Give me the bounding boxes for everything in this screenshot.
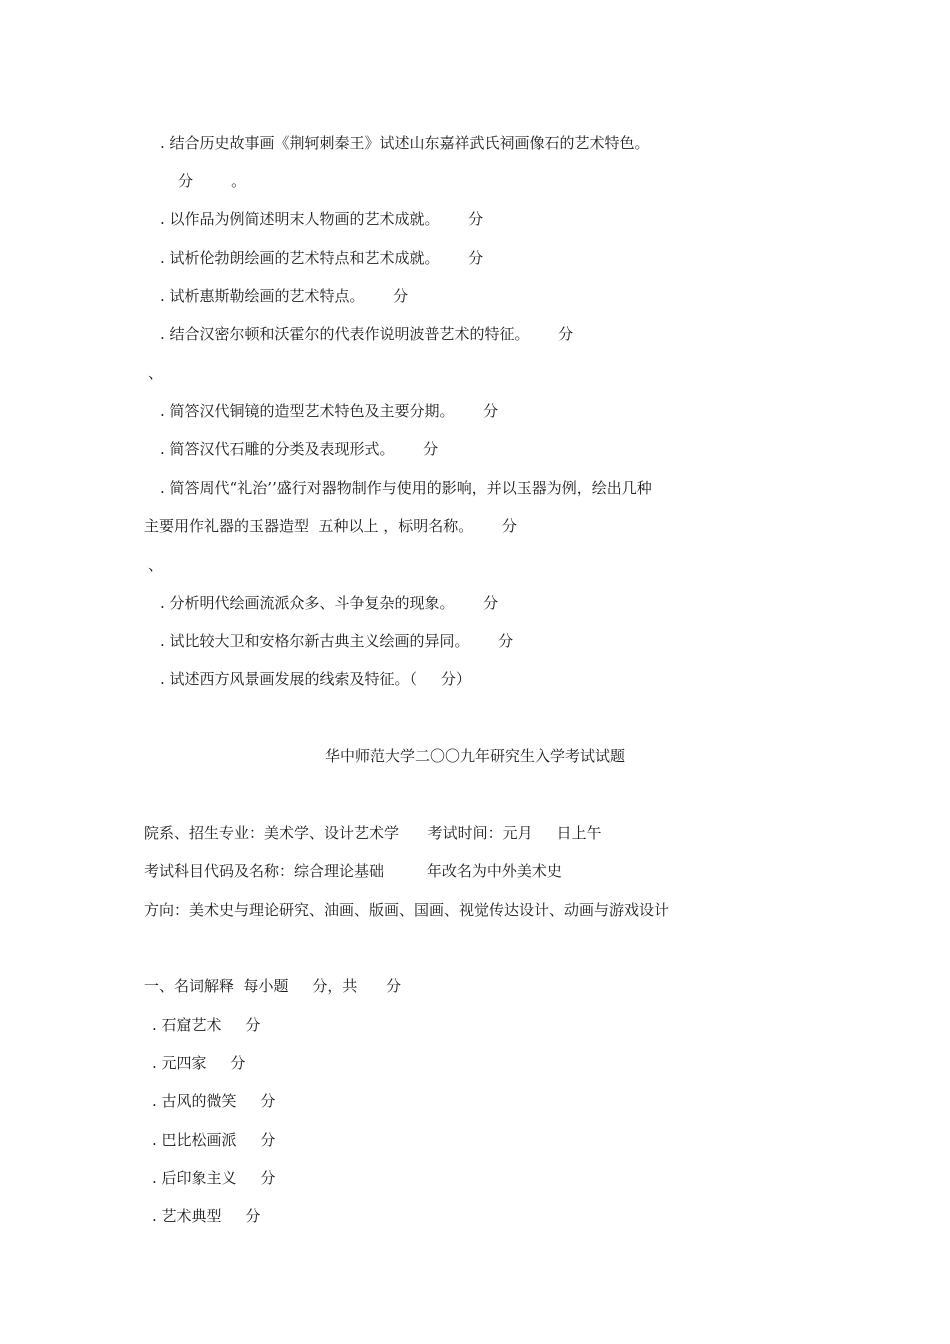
exam-title: 华中师范大学二〇〇九年研究生入学考试试题 [324, 747, 625, 765]
exam-info-line: 考试科目代码及名称：综合理论基础 年改名为中外美术史 [144, 862, 562, 880]
question-line: . 以作品为例简述明末人物画的艺术成就。 分 [160, 210, 484, 228]
question-line: . 结合历史故事画《荆轲刺秦王》试述山东嘉祥武氏祠画像石的艺术特色。 [160, 134, 650, 152]
question-line: . 试述西方风景画发展的线索及特征。（ 分） [160, 670, 471, 688]
exam-info-line: 院系、招生专业：美术学、设计艺术学 考试时间：元月 日上午 [144, 824, 602, 842]
term-item: . 古风的微笑 分 [152, 1092, 276, 1110]
exam-info-line: 方向：美术史与理论研究、油画、版画、国画、视觉传达设计、动画与游戏设计 [144, 901, 670, 919]
question-line: 分 。 [178, 172, 247, 190]
section-separator: 、 [148, 556, 164, 574]
term-item: . 巴比松画派 分 [152, 1131, 276, 1149]
question-line: . 简答周代“礼治’’盛行对器物制作与使用的影响，并以玉器为例，绘出几种 [160, 479, 652, 497]
term-item: . 后印象主义 分 [152, 1169, 276, 1187]
question-line: . 简答汉代石雕的分类及表现形式。 分 [160, 440, 439, 458]
question-line: . 结合汉密尔顿和沃霍尔的代表作说明波普艺术的特征。 分 [160, 325, 574, 343]
question-line: . 简答汉代铜镜的造型艺术特色及主要分期。 分 [160, 402, 499, 420]
section-heading: 一、名词解释 每小题 分，共 分 [144, 977, 401, 995]
question-line: . 试析伦勃朗绘画的艺术特点和艺术成就。 分 [160, 249, 484, 267]
term-item: . 元四家 分 [152, 1054, 246, 1072]
question-line: . 分析明代绘画流派众多、斗争复杂的现象。 分 [160, 594, 499, 612]
question-line: . 试析惠斯勒绘画的艺术特点。 分 [160, 287, 409, 305]
question-line: . 试比较大卫和安格尔新古典主义绘画的异同。 分 [160, 632, 514, 650]
question-line: 主要用作礼器的玉器造型 五种以上 ，标明名称。 分 [144, 517, 517, 535]
section-separator: 、 [148, 364, 164, 382]
term-item: . 石窟艺术 分 [152, 1016, 261, 1034]
term-item: . 艺术典型 分 [152, 1207, 261, 1225]
